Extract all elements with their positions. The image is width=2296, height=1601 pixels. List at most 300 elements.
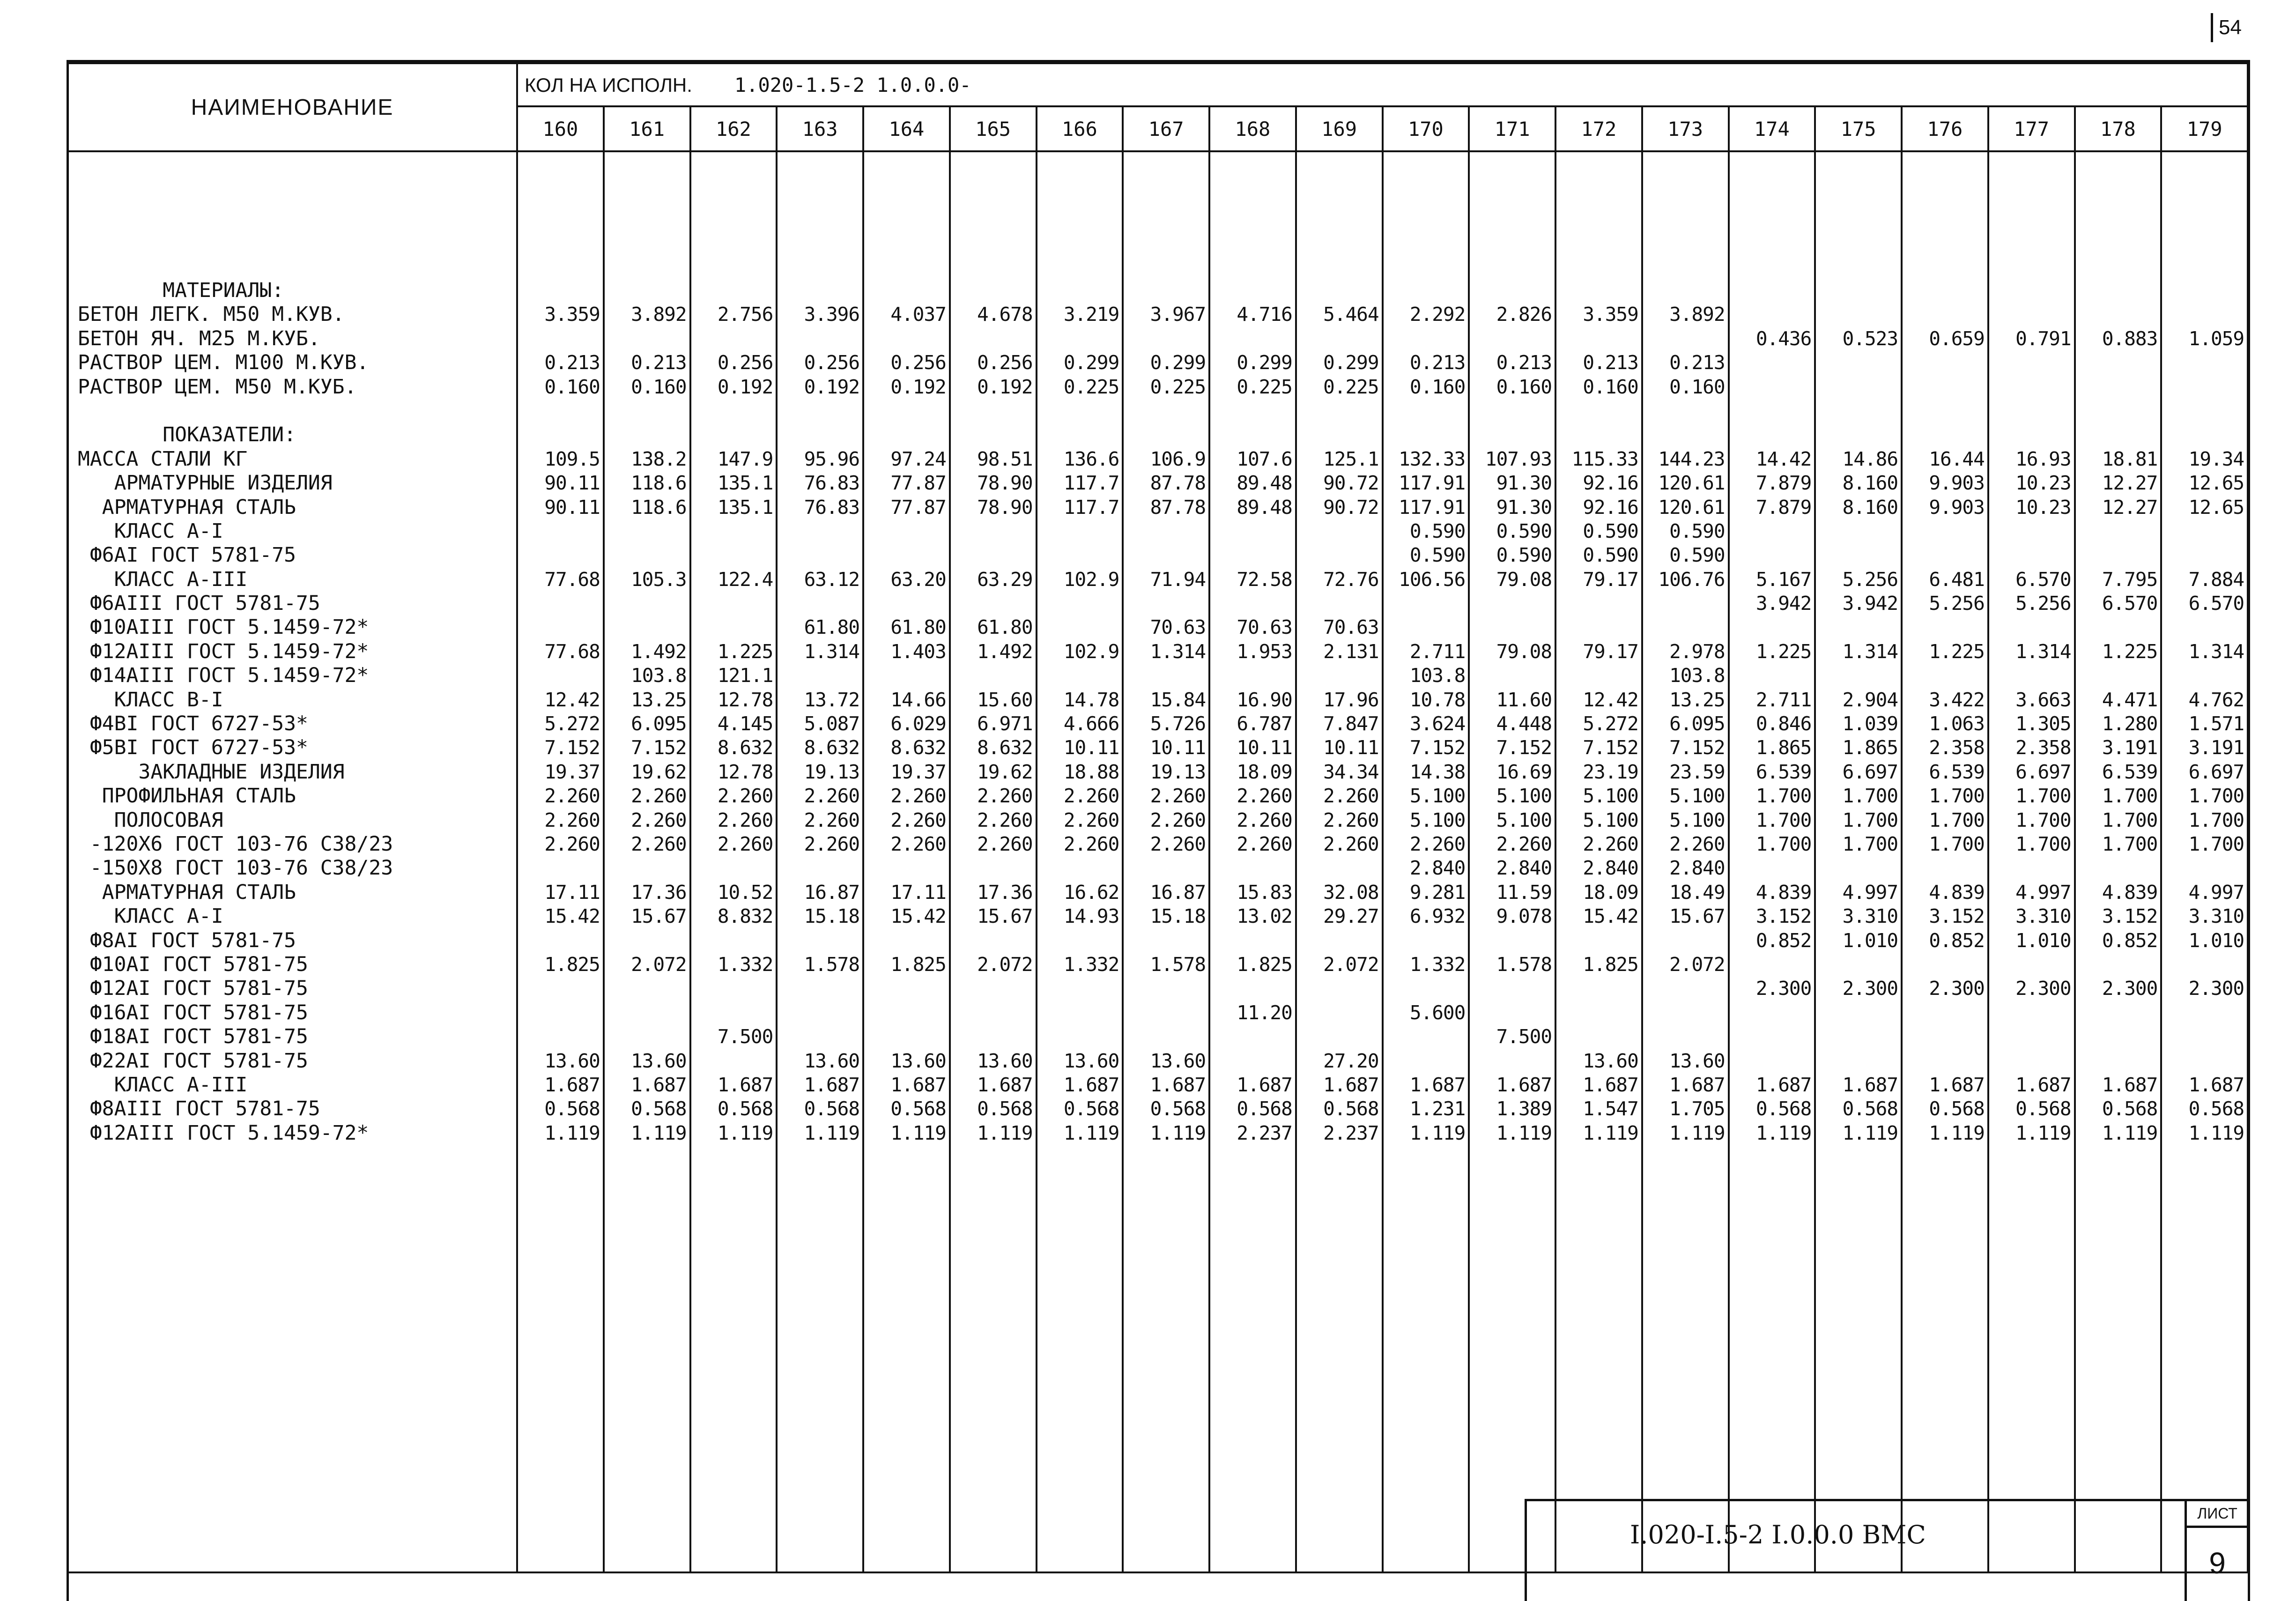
value-cell <box>1470 615 1555 639</box>
value-cell <box>691 615 776 639</box>
value-cell: 61.80 <box>890 616 946 639</box>
value-cell: 15.67 <box>631 905 687 928</box>
value-cell: 6.481 <box>1929 568 1985 591</box>
value-cell <box>1470 929 1555 953</box>
value-cell: 5.100 <box>1669 808 1725 831</box>
value-cell <box>951 423 1036 447</box>
value-cell: 1.700 <box>1929 785 1985 808</box>
value-cell: 120.61 <box>1658 472 1725 495</box>
value-cell <box>518 929 603 953</box>
value-cell: 3.396 <box>804 303 859 326</box>
value-cell <box>1556 423 1641 447</box>
document-code: I.020-I.5-2 I.0.0.0 ВМС <box>1630 1520 1926 1549</box>
value-cell: 16.87 <box>804 881 859 904</box>
value-cell: 3.152 <box>1929 905 1985 928</box>
value-cell <box>1124 1025 1208 1049</box>
value-cell: 2.260 <box>890 832 946 855</box>
value-cell <box>1037 423 1122 447</box>
value-cell <box>1037 592 1122 615</box>
value-cell: 8.632 <box>717 736 773 759</box>
value-cell: 0.568 <box>1755 1097 1812 1120</box>
value-cell: 1.119 <box>2015 1121 2071 1144</box>
value-cell: 115.33 <box>1571 447 1638 470</box>
value-cell: 1.578 <box>1150 953 1206 976</box>
value-cell: 0.590 <box>1496 544 1552 567</box>
value-cell: 12.42 <box>544 688 600 711</box>
value-cell <box>1470 327 1555 351</box>
value-cell <box>864 592 949 615</box>
value-cell: 1.700 <box>2188 808 2244 831</box>
value-cell: 0.256 <box>890 351 946 374</box>
value-cell: 76.83 <box>804 472 859 495</box>
row-name: Ф8АI ГОСТ 5781-75 <box>78 928 296 952</box>
value-cell: 1.865 <box>1842 736 1898 759</box>
value-cell: 7.884 <box>2188 568 2244 591</box>
value-cell <box>1384 977 1468 1001</box>
value-cell <box>1730 543 1815 567</box>
value-cell: 19.37 <box>544 760 600 783</box>
value-cell: 0.568 <box>2188 1097 2244 1120</box>
value-cell <box>1297 423 1382 447</box>
value-cell <box>1730 375 1815 399</box>
value-cell: 4.997 <box>1842 881 1898 904</box>
value-cell: 117.7 <box>1063 496 1119 519</box>
value-cell: 2.260 <box>890 785 946 808</box>
value-cell: 8.160 <box>1842 496 1898 519</box>
value-cell: 19.34 <box>2188 447 2244 470</box>
value-cell <box>2076 615 2161 639</box>
value-cell: 1.119 <box>890 1121 946 1144</box>
value-cell <box>951 592 1036 615</box>
value-cell <box>605 929 689 953</box>
value-cell: 2.300 <box>2188 977 2244 1000</box>
value-cell: 2.260 <box>1237 832 1292 855</box>
value-cell <box>1730 856 1815 880</box>
value-cell: 0.213 <box>631 351 687 374</box>
value-cell <box>1037 929 1122 953</box>
value-cell <box>864 929 949 953</box>
value-cell: 0.299 <box>1063 351 1119 374</box>
value-cell: 87.78 <box>1150 472 1206 495</box>
value-cell <box>1730 351 1815 375</box>
value-cell: 0.852 <box>2102 929 2158 952</box>
value-cell: 92.16 <box>1583 472 1638 495</box>
value-cell: 2.260 <box>544 808 600 831</box>
value-cell: 12.27 <box>2102 496 2158 519</box>
value-cell: 3.191 <box>2188 736 2244 759</box>
value-cell: 3.310 <box>1842 905 1898 928</box>
value-cell: 1.578 <box>804 953 859 976</box>
value-cell <box>1384 1049 1468 1073</box>
value-cell: 6.787 <box>1237 712 1292 735</box>
value-cell: 5.100 <box>1409 808 1466 831</box>
value-cell <box>1297 977 1382 1001</box>
value-cell <box>1210 543 1295 567</box>
value-cell <box>2162 1025 2247 1049</box>
value-cell: 63.20 <box>890 568 946 591</box>
value-cell <box>1816 399 1901 423</box>
value-cell: 1.700 <box>1755 808 1812 831</box>
value-column <box>950 151 1037 1572</box>
value-cell <box>1556 279 1641 303</box>
value-cell: 0.590 <box>1583 544 1638 567</box>
value-column <box>1296 151 1383 1572</box>
value-cell: 2.260 <box>631 832 687 855</box>
value-cell: 1.700 <box>2015 832 2071 855</box>
value-cell <box>1037 1025 1122 1049</box>
value-cell <box>1384 929 1468 953</box>
value-cell: 0.160 <box>1496 375 1552 398</box>
value-cell: 2.260 <box>631 785 687 808</box>
value-cell: 16.44 <box>1929 447 1985 470</box>
column-number: 170 <box>1383 106 1469 151</box>
value-cell <box>1989 664 2074 688</box>
value-cell: 2.260 <box>1237 785 1292 808</box>
value-cell <box>691 592 776 615</box>
value-cell: 2.260 <box>1063 832 1119 855</box>
value-cell: 6.971 <box>977 712 1033 735</box>
value-cell: 2.260 <box>1323 785 1379 808</box>
value-cell: 2.260 <box>1583 832 1638 855</box>
value-cell: 11.59 <box>1496 881 1552 904</box>
value-cell: 12.27 <box>2102 472 2158 495</box>
value-cell: 18.09 <box>1583 881 1638 904</box>
value-cell <box>1556 327 1641 351</box>
value-cell <box>1556 1025 1641 1049</box>
value-cell <box>951 856 1036 880</box>
value-cell <box>691 929 776 953</box>
value-cell: 1.687 <box>1842 1073 1898 1096</box>
value-cell <box>778 1001 862 1025</box>
value-cell: 0.160 <box>544 375 600 398</box>
value-cell: 2.260 <box>1496 832 1552 855</box>
value-cell: 1.687 <box>1669 1073 1725 1096</box>
value-cell: 8.632 <box>977 736 1033 759</box>
value-cell: 7.500 <box>717 1025 773 1048</box>
column-number: 166 <box>1037 106 1123 151</box>
value-cell: 2.072 <box>977 953 1033 976</box>
value-cell: 79.17 <box>1583 568 1638 591</box>
value-cell <box>864 856 949 880</box>
value-cell <box>1730 399 1815 423</box>
value-cell: 2.840 <box>1583 857 1638 880</box>
value-cell: 97.24 <box>890 447 946 470</box>
value-cell: 2.260 <box>1150 832 1206 855</box>
value-cell: 15.67 <box>977 905 1033 928</box>
value-cell: 4.678 <box>977 303 1033 326</box>
value-cell: 1.687 <box>890 1073 946 1096</box>
value-cell <box>1210 1049 1295 1073</box>
value-cell: 0.436 <box>1755 327 1812 350</box>
value-cell: 14.42 <box>1755 447 1812 470</box>
row-name: ПРОФИЛЬНАЯ СТАЛЬ <box>78 784 296 808</box>
value-cell: 2.260 <box>1237 808 1292 831</box>
value-cell: 61.80 <box>977 616 1033 639</box>
value-cell: 5.087 <box>804 712 859 735</box>
value-cell <box>605 615 689 639</box>
value-cell: 1.119 <box>1842 1121 1898 1144</box>
value-cell: 2.260 <box>1150 785 1206 808</box>
value-cell: 4.145 <box>717 712 773 735</box>
value-cell <box>1384 399 1468 423</box>
value-cell: 117.91 <box>1399 472 1466 495</box>
doc-prefix: 1.020-1.5-2 1.0.0.0- <box>734 73 971 96</box>
value-cell <box>1470 279 1555 303</box>
value-cell: 0.299 <box>1150 351 1206 374</box>
value-cell: 7.879 <box>1755 472 1812 495</box>
value-cell <box>1124 977 1208 1001</box>
value-cell: 92.16 <box>1583 496 1638 519</box>
value-cell: 109.5 <box>544 447 600 470</box>
value-column <box>863 151 950 1572</box>
value-cell <box>1210 664 1295 688</box>
value-cell <box>1903 953 1987 977</box>
value-cell: 1.119 <box>804 1121 859 1144</box>
value-cell <box>1643 399 1728 423</box>
value-cell: 18.49 <box>1669 881 1725 904</box>
value-cell <box>1816 1049 1901 1073</box>
value-cell <box>1124 543 1208 567</box>
value-cell: 17.36 <box>631 881 687 904</box>
value-cell: 1.687 <box>631 1073 687 1096</box>
value-cell: 17.11 <box>890 881 946 904</box>
value-cell <box>864 1025 949 1049</box>
value-cell: 1.700 <box>1929 832 1985 855</box>
value-cell: 0.846 <box>1755 712 1812 735</box>
value-cell <box>1643 1025 1728 1049</box>
value-cell: 13.25 <box>631 688 687 711</box>
column-number: 177 <box>1988 106 2075 151</box>
row-name: Ф14АIII ГОСТ 5.1459-72* <box>78 664 369 688</box>
value-cell: 15.42 <box>890 905 946 928</box>
value-cell: 1.953 <box>1237 640 1292 663</box>
value-cell <box>1037 664 1122 688</box>
value-cell <box>518 519 603 543</box>
value-cell: 1.687 <box>1755 1073 1812 1096</box>
value-cell: 90.11 <box>544 496 600 519</box>
value-cell <box>864 519 949 543</box>
value-cell <box>1903 1001 1987 1025</box>
value-cell <box>605 856 689 880</box>
value-cell <box>2162 953 2247 977</box>
value-cell: 1.825 <box>890 953 946 976</box>
row-name: Ф10АI ГОСТ 5781-75 <box>78 952 308 976</box>
value-cell <box>518 279 603 303</box>
value-cell: 0.192 <box>977 375 1033 398</box>
value-cell: 1.314 <box>1842 640 1898 663</box>
value-cell: 121.1 <box>717 664 773 687</box>
value-cell <box>1816 615 1901 639</box>
value-cell: 77.68 <box>544 640 600 663</box>
row-name <box>68 399 516 423</box>
value-cell: 10.11 <box>1237 736 1292 759</box>
value-cell <box>691 1049 776 1073</box>
value-cell: 71.94 <box>1150 568 1206 591</box>
value-cell <box>2076 423 2161 447</box>
value-cell: 6.539 <box>1929 760 1985 783</box>
row-name: Ф6АIII ГОСТ 5781-75 <box>78 592 320 615</box>
value-cell <box>1816 1001 1901 1025</box>
value-cell <box>691 423 776 447</box>
title-block <box>1525 1499 2248 1601</box>
value-cell: 1.314 <box>2015 640 2071 663</box>
value-cell <box>1643 929 1728 953</box>
row-name: Ф6АI ГОСТ 5781-75 <box>78 543 296 567</box>
value-cell <box>605 543 689 567</box>
value-cell: 0.225 <box>1323 375 1379 398</box>
value-cell: 1.687 <box>1409 1073 1466 1096</box>
value-cell <box>2162 279 2247 303</box>
value-cell <box>605 1001 689 1025</box>
value-cell: 1.059 <box>2188 327 2244 350</box>
value-cell <box>1124 592 1208 615</box>
value-cell: 13.72 <box>804 688 859 711</box>
value-cell: 79.08 <box>1496 568 1552 591</box>
value-cell: 1.119 <box>1929 1121 1985 1144</box>
value-cell: 3.663 <box>2015 688 2071 711</box>
value-cell: 2.260 <box>717 785 773 808</box>
value-cell <box>605 423 689 447</box>
value-cell <box>2076 279 2161 303</box>
value-cell: 5.272 <box>544 712 600 735</box>
value-cell: 0.256 <box>804 351 859 374</box>
value-cell <box>691 519 776 543</box>
value-cell <box>1297 1025 1382 1049</box>
column-number: 167 <box>1123 106 1209 151</box>
value-cell: 2.260 <box>804 832 859 855</box>
value-cell <box>1816 664 1901 688</box>
value-cell: 1.119 <box>1496 1121 1552 1144</box>
value-cell: 13.60 <box>1583 1049 1638 1072</box>
value-cell <box>1556 399 1641 423</box>
value-cell <box>2162 615 2247 639</box>
value-cell: 117.91 <box>1399 496 1466 519</box>
value-cell: 135.1 <box>717 496 773 519</box>
value-cell: 6.570 <box>2188 592 2244 615</box>
value-cell: 1.687 <box>544 1073 600 1096</box>
row-name: Ф18АI ГОСТ 5781-75 <box>78 1025 308 1049</box>
value-cell: 0.225 <box>1150 375 1206 398</box>
value-cell <box>518 1001 603 1025</box>
value-cell: 1.332 <box>717 953 773 976</box>
value-cell: 10.11 <box>1063 736 1119 759</box>
value-column <box>1902 151 1988 1572</box>
value-cell <box>1730 953 1815 977</box>
value-cell: 7.152 <box>631 736 687 759</box>
value-cell: 1.687 <box>1237 1073 1292 1096</box>
value-cell: 3.422 <box>1929 688 1985 711</box>
value-cell: 117.7 <box>1063 472 1119 495</box>
value-cell <box>1643 279 1728 303</box>
column-number: 176 <box>1902 106 1988 151</box>
row-name: РАСТВОР ЦЕМ. М50 М.КУБ. <box>78 375 357 399</box>
value-cell: 13.25 <box>1669 688 1725 711</box>
value-cell: 3.152 <box>2102 905 2158 928</box>
value-cell <box>1903 375 1987 399</box>
value-cell <box>605 399 689 423</box>
value-cell <box>1903 543 1987 567</box>
value-cell: 7.795 <box>2102 568 2158 591</box>
value-cell: 2.131 <box>1323 640 1379 663</box>
value-cell: 3.942 <box>1842 592 1898 615</box>
value-cell: 4.448 <box>1496 712 1552 735</box>
value-cell <box>1730 664 1815 688</box>
value-cell: 5.464 <box>1323 303 1379 326</box>
value-cell: 103.8 <box>631 664 687 687</box>
value-cell <box>691 977 776 1001</box>
value-cell <box>778 543 862 567</box>
value-cell: 1.687 <box>1150 1073 1206 1096</box>
value-cell <box>1037 519 1122 543</box>
value-cell: 3.219 <box>1063 303 1119 326</box>
value-cell: 8.832 <box>717 905 773 928</box>
value-cell <box>1903 279 1987 303</box>
value-cell: 9.903 <box>1929 472 1985 495</box>
value-cell: 13.60 <box>1669 1049 1725 1072</box>
value-cell <box>778 279 862 303</box>
value-cell: 2.260 <box>631 808 687 831</box>
value-cell: 13.60 <box>544 1049 600 1072</box>
value-cell: 6.697 <box>2015 760 2071 783</box>
value-cell: 0.256 <box>977 351 1033 374</box>
value-cell: 2.260 <box>544 832 600 855</box>
value-cell <box>605 977 689 1001</box>
value-cell: 0.883 <box>2102 327 2158 350</box>
value-cell: 1.700 <box>2015 785 2071 808</box>
value-cell: 1.700 <box>2015 808 2071 831</box>
value-cell: 2.978 <box>1669 640 1725 663</box>
column-number: 160 <box>517 106 604 151</box>
value-cell <box>605 592 689 615</box>
value-cell: 9.078 <box>1496 905 1552 928</box>
value-cell: 107.93 <box>1485 447 1552 470</box>
value-cell: 1.547 <box>1583 1097 1638 1120</box>
value-cell: 70.63 <box>1150 616 1206 639</box>
value-column <box>1729 151 1815 1572</box>
value-cell: 7.879 <box>1755 496 1812 519</box>
value-cell <box>778 519 862 543</box>
value-cell: 19.13 <box>1150 760 1206 783</box>
value-cell <box>2162 399 2247 423</box>
value-cell <box>605 1025 689 1049</box>
value-cell <box>691 399 776 423</box>
value-cell: 0.160 <box>631 375 687 398</box>
value-cell <box>1210 423 1295 447</box>
value-cell: 1.119 <box>2188 1121 2244 1144</box>
value-cell <box>1210 399 1295 423</box>
value-cell: 2.826 <box>1496 303 1552 326</box>
value-cell <box>1124 399 1208 423</box>
value-cell: 0.568 <box>2102 1097 2158 1120</box>
value-cell: 8.632 <box>804 736 859 759</box>
value-cell: 4.997 <box>2188 881 2244 904</box>
value-cell <box>1124 327 1208 351</box>
value-cell: 1.687 <box>977 1073 1033 1096</box>
value-cell: 1.687 <box>1496 1073 1552 1096</box>
value-cell: 1.700 <box>1929 808 1985 831</box>
value-cell <box>518 615 603 639</box>
value-cell <box>1989 615 2074 639</box>
row-name: БЕТОН ЯЧ. М25 М.КУБ. <box>78 326 320 350</box>
value-cell <box>1124 929 1208 953</box>
value-cell <box>1210 929 1295 953</box>
value-cell <box>2162 1049 2247 1073</box>
value-cell: 90.11 <box>544 472 600 495</box>
row-name: КЛАСС В-I <box>78 688 223 712</box>
value-column <box>2075 151 2162 1572</box>
value-cell <box>951 279 1036 303</box>
value-cell: 1.403 <box>890 640 946 663</box>
